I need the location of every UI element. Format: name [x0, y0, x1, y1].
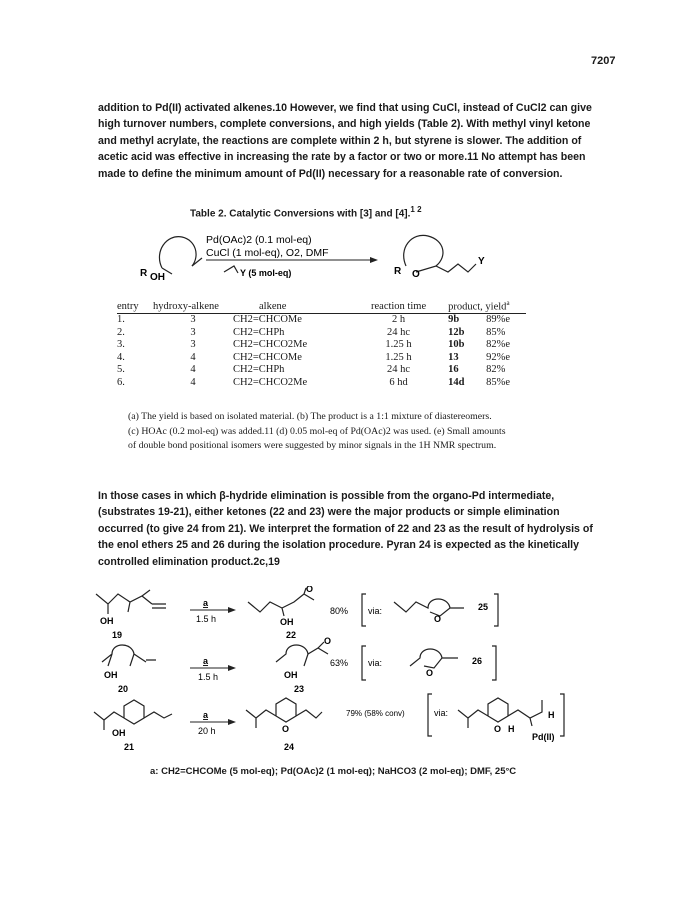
row-2-via: via:: [368, 658, 383, 668]
table-caption: [190, 205, 422, 219]
product-structure: [404, 235, 476, 272]
compound-25-structure: [394, 599, 464, 616]
compound-22-structure: [248, 588, 314, 616]
cell-hydroxy: 3: [190, 339, 196, 350]
text-line: addition to Pd(II) activated alkenes.10 However, we find that using CuCl, instead of CuCl2 can give: [98, 102, 592, 114]
cell-alkene: CH2=CHCOMe: [233, 314, 302, 325]
footnote-line: of double bond positional isomers were suggested by minor signals in the 1H NMR spectrum.: [128, 440, 497, 451]
header-alkene: alkene: [233, 299, 363, 314]
compound-19-label: 19: [112, 630, 123, 640]
cell-product: 14d: [448, 376, 465, 388]
compound-19-oh: OH: [100, 616, 114, 626]
row-1-time: 1.5 h: [196, 614, 217, 624]
intermediate-h2: H: [548, 710, 555, 720]
scheme-arrowhead-3: [228, 719, 236, 725]
cell-hydroxy: 4: [190, 376, 196, 388]
footnote-line: (c) HOAc (0.2 mol-eq) was added.11 (d) 0.05 mol-eq of Pd(OAc)2 was used. (e) Small amounts: [128, 425, 506, 437]
scheme-row-2: [102, 636, 496, 694]
cell-yield: 85%: [486, 326, 506, 338]
compound-25-label: 25: [478, 602, 489, 612]
product-r-label: R: [394, 266, 402, 277]
compound-21-label: 21: [124, 742, 135, 752]
header-product-yield-text: product, yield: [448, 301, 507, 313]
bracket-right: [494, 594, 498, 626]
cell-hydroxy: 3: [190, 326, 196, 338]
condition-line-3: Y (5 mol-eq): [240, 268, 292, 278]
cell-entry: 4.: [117, 351, 125, 363]
cell-alkene: CH2=CHCO2Me: [233, 376, 308, 388]
cell-yield: 82%: [486, 364, 506, 375]
row-3-via: via:: [434, 708, 449, 718]
bracket-left: [362, 646, 366, 680]
body-paragraph-2: [98, 488, 608, 570]
bracket-left: [428, 694, 432, 736]
scheme-arrowhead-1: [228, 607, 236, 613]
compound-22-o: O: [306, 586, 314, 594]
text-line: occurred (to give 24 from 21). We interpret the formation of 22 and 23 as the result of hydrolysis of: [98, 522, 593, 535]
intermediate-pd: Pd(II): [532, 732, 555, 742]
product-y-label: Y: [478, 256, 485, 267]
compound-22-label: 22: [286, 630, 297, 640]
cell-entry: 1.: [117, 314, 125, 325]
alkene-reagent-structure: [224, 266, 238, 273]
compound-23-o: O: [324, 636, 332, 646]
compound-22-oh: OH: [280, 617, 294, 627]
text-line: (substrates 19-21), either ketones (22 and 23) were the major products or simple elimination: [98, 506, 560, 519]
cell-hydroxy: 4: [190, 364, 196, 375]
table-caption-refs: 1 2: [410, 205, 422, 214]
text-line: and methyl acrylate, the reactions are complete within 2 h, but styrene is slower. The addition of: [98, 134, 582, 147]
reaction-scheme: [90, 586, 590, 762]
compound-25-o: O: [434, 614, 442, 624]
catalytic-conversions-table: [117, 299, 526, 389]
row-1-via: via:: [368, 606, 383, 616]
table-row: [117, 314, 526, 327]
table-reaction-scheme: [130, 228, 550, 286]
cell-hydroxy: 3: [190, 314, 196, 325]
text-line: In those cases in which β-hydride elimination is possible from the organo-Pd intermediate,: [98, 490, 555, 502]
compound-20-structure: [102, 645, 156, 666]
cell-time: 24 hc: [387, 364, 411, 375]
intermediate-h1: H: [508, 724, 515, 734]
row-1-yield: 80%: [330, 606, 349, 616]
compound-26-structure: [410, 649, 458, 668]
cell-yield: 82%e: [486, 339, 511, 350]
text-line: made to define the minimum amount of Pd(II) necessary for a reasonable rate of conversion.: [98, 167, 563, 180]
product-o-label: O: [412, 269, 420, 280]
bracket-right: [560, 694, 564, 736]
compound-21-oh: OH: [112, 728, 126, 738]
row-2-yield: 63%: [330, 658, 349, 668]
cell-entry: 2.: [117, 326, 125, 338]
scheme-row-3: [94, 694, 564, 752]
reaction-arrowhead: [370, 257, 378, 263]
cell-entry: 6.: [117, 376, 125, 388]
compound-23-oh: OH: [284, 670, 298, 680]
row-3-time: 20 h: [198, 726, 216, 736]
reagent-a-label: a: [203, 710, 209, 720]
cell-time: 2 h: [391, 314, 406, 325]
compound-26-o: O: [426, 668, 434, 678]
compound-19-structure: [96, 590, 166, 614]
table-row: [117, 339, 526, 352]
cell-product: 16: [448, 364, 459, 375]
compound-20-label: 20: [118, 684, 129, 694]
scheme-row-1: [96, 586, 498, 640]
compound-24-label: 24: [284, 742, 295, 752]
row-2-time: 1.5 h: [198, 672, 219, 682]
cell-time: 6 hd: [389, 376, 408, 388]
compound-20-oh: OH: [104, 670, 118, 680]
substrate-r-label: R: [140, 268, 148, 279]
cell-time: 24 hc: [387, 326, 411, 338]
header-product-yield-ref: a: [506, 299, 510, 308]
table-footnotes: [128, 410, 588, 454]
row-3-yield: 79% (58% conv): [346, 709, 405, 718]
scheme-footnote: a: CH2=CHCOMe (5 mol-eq); Pd(OAc)2 (1 mol-eq); NaHCO3 (2 mol-eq); DMF, 25°C: [150, 766, 517, 777]
cell-product: 10b: [448, 339, 465, 350]
cell-alkene: CH2=CHCO2Me: [233, 339, 308, 350]
scheme-arrowhead-2: [228, 665, 236, 671]
intermediate-o: O: [494, 724, 502, 734]
text-line: the enol ethers 25 and 26 during the isolation procedure. Pyran 24 is expected as the kinetically: [98, 539, 579, 552]
table-row: [117, 377, 526, 390]
cell-alkene: CH2=CHCOMe: [233, 351, 302, 363]
table-row: [117, 352, 526, 365]
compound-21-structure: [94, 700, 172, 730]
cell-product: 13: [448, 351, 459, 363]
header-hydroxy-alkene: hydroxy-alkene: [153, 299, 233, 314]
header-reaction-time: reaction time: [363, 299, 426, 314]
cell-product: 9b: [448, 314, 460, 325]
cell-yield: 85%e: [486, 376, 511, 388]
cell-alkene: CH2=CHPh: [233, 326, 285, 338]
cell-product: 12b: [448, 326, 465, 338]
bracket-right: [492, 646, 496, 680]
header-product-yield: [426, 299, 526, 314]
compound-23-label: 23: [294, 684, 305, 694]
compound-24-o: O: [282, 724, 290, 734]
footnote-line: (a) The yield is based on isolated material. (b) The product is a 1:1 mixture of diastereomers.: [128, 411, 492, 422]
bracket-left: [362, 594, 366, 626]
condition-line-1: Pd(OAc)2 (0.1 mol-eq): [206, 234, 312, 246]
table-header-row: [117, 299, 526, 314]
cell-entry: 3.: [117, 339, 125, 350]
header-entry: entry: [117, 299, 153, 314]
substrate-structure: [159, 237, 202, 274]
substrate-oh-label: OH: [150, 272, 165, 283]
cell-time: 1.25 h: [385, 339, 412, 350]
page-number: 7207: [591, 55, 616, 67]
compound-26-label: 26: [472, 656, 483, 666]
text-line: high turnover numbers, complete conversions, and high yields (Table 2). With methyl vinyl ketone: [98, 118, 591, 131]
condition-line-2: CuCl (1 mol-eq), O2, DMF: [206, 247, 329, 259]
cell-yield: 89%e: [486, 314, 511, 325]
reagent-a-label: a: [203, 598, 209, 608]
cell-time: 1.25 h: [385, 351, 412, 363]
table-row: [117, 327, 526, 340]
cell-alkene: CH2=CHPh: [233, 364, 285, 375]
reagent-a-label: a: [203, 656, 209, 666]
text-line: acetic acid was effective in increasing the rate by a factor or two or more.11 No attempt has been: [98, 151, 586, 164]
table-row: [117, 364, 526, 377]
body-paragraph-1: [98, 100, 608, 182]
table-caption-text: Table 2. Catalytic Conversions with [3] and [4].: [190, 208, 411, 220]
cell-entry: 5.: [117, 364, 125, 375]
cell-hydroxy: 4: [190, 351, 196, 363]
text-line: controlled elimination product.2c,19: [98, 555, 280, 568]
compound-23-structure: [276, 642, 328, 666]
cell-yield: 92%e: [486, 351, 511, 363]
